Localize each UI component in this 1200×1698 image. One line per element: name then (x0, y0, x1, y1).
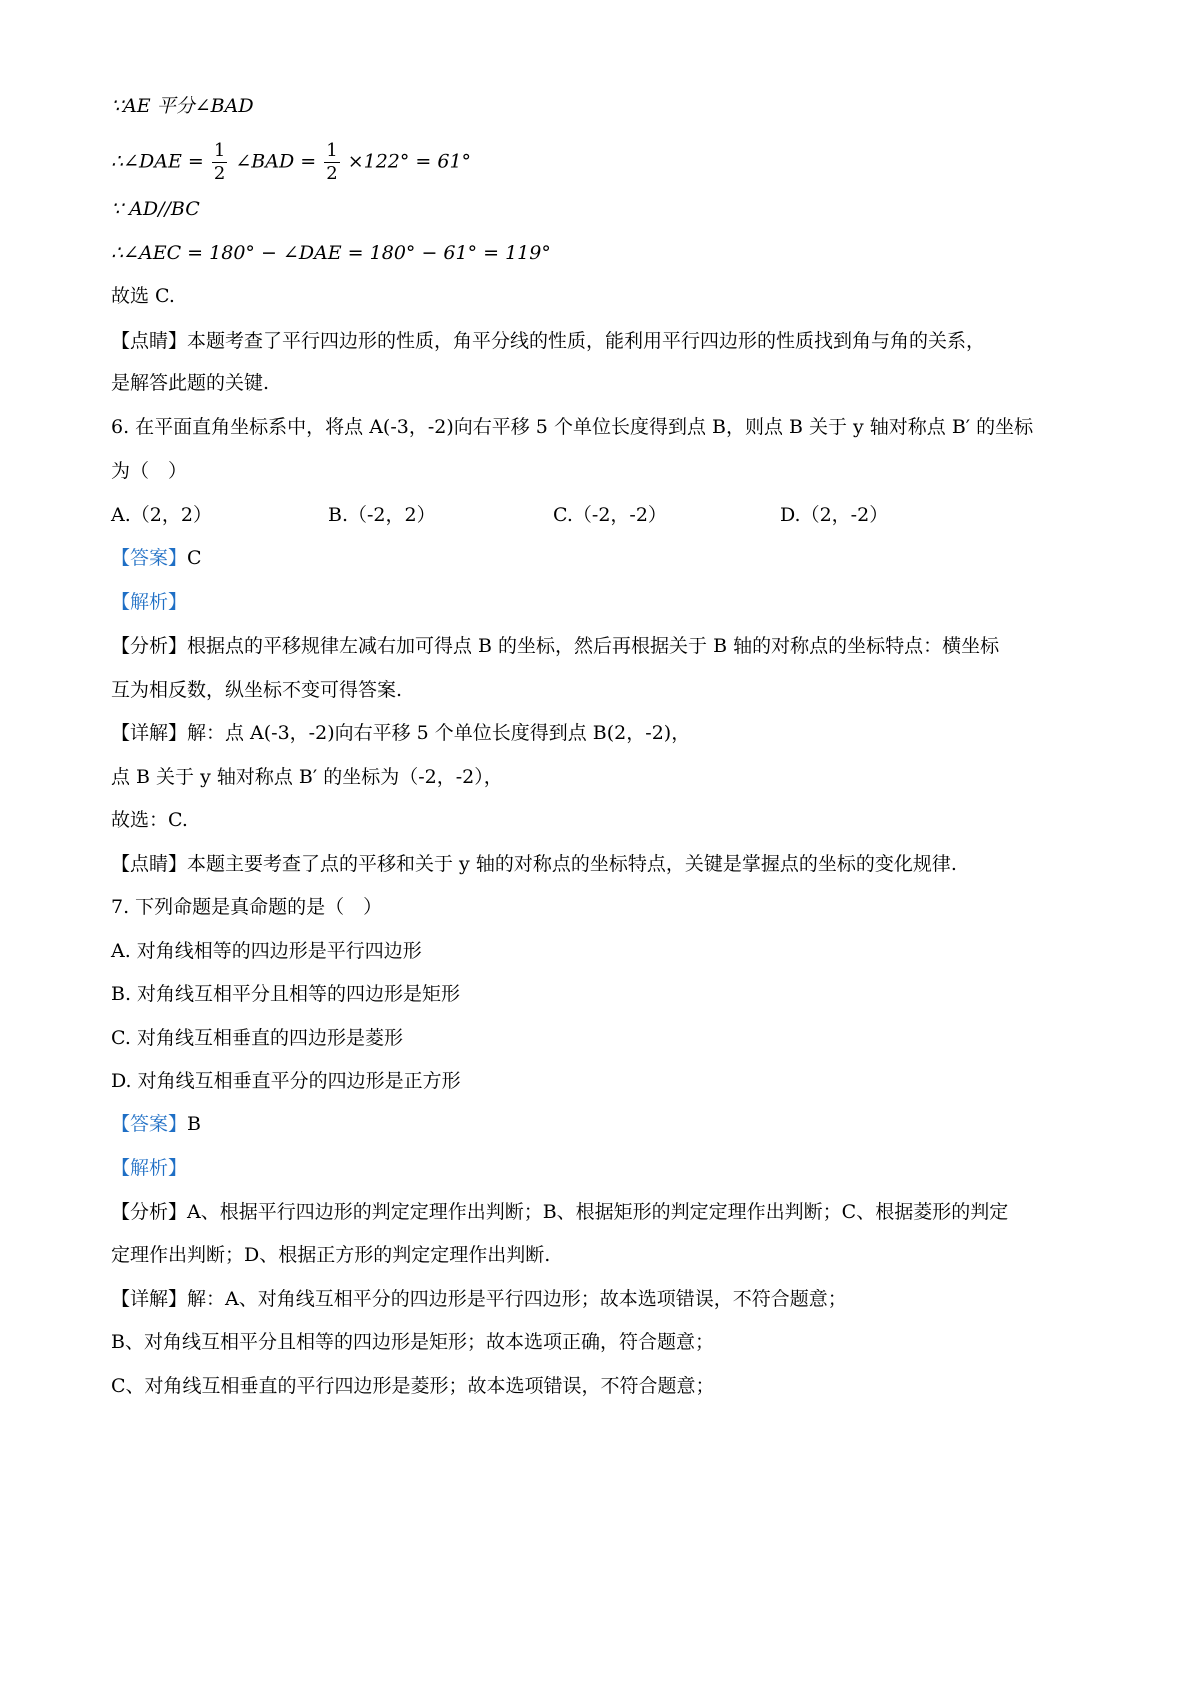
question-7-stem: 7. 下列命题是真命题的是（ ） (111, 896, 383, 918)
q7-option-d: D. 对角线互相垂直平分的四边形是正方形 (111, 1070, 461, 1092)
line-ae-bisects: ∵AE 平分∠BAD (111, 95, 254, 117)
q6-xiangjie-line1: 【详解】解：点 A(-3，-2)向右平移 5 个单位长度得到点 B(2，-2)， (111, 722, 691, 744)
line-ad-parallel-bc: ∵ AD//BC (111, 198, 200, 220)
q7-fenxi-line1: 【分析】A、根据平行四边形的判定定理作出判断；B、根据矩形的判定定理作出判断；C、根据菱形的判定 (111, 1201, 1009, 1223)
line-choose-c: 故选 C. (111, 285, 175, 307)
q6-fenxi-line1: 【分析】根据点的平移规律左减右加可得点 B 的坐标，然后再根据关于 B 轴的对称点的坐标特点：横坐标 (111, 635, 1000, 657)
question-6-stem-cont: 为（ ） (111, 460, 188, 482)
question-6-stem: 6. 在平面直角坐标系中，将点 A(-3，-2)向右平移 5 个单位长度得到点 B，则点 B 关于 y 轴对称点 B′ 的坐标 (111, 416, 1034, 438)
q6-option-b: B.（-2，2） (328, 504, 436, 526)
q6-fenxi-line2: 互为相反数，纵坐标不变可得答案. (111, 679, 403, 701)
q7-xiangjie-line2: B、对角线互相平分且相等的四边形是矩形；故本选项正确，符合题意； (111, 1331, 714, 1353)
answer-value: B (187, 1113, 201, 1135)
q7-fenxi-line2: 定理作出判断；D、根据正方形的判定定理作出判断. (111, 1244, 551, 1266)
q7-jiexi-tag: 【解析】 (111, 1157, 188, 1179)
answer-tag: 【答案】 (111, 1113, 188, 1135)
q6-jiexi-tag: 【解析】 (111, 591, 188, 613)
q6-answer (111, 546, 202, 570)
dianjing-q5-line1: 【点睛】本题考查了平行四边形的性质，角平分线的性质，能利用平行四边形的性质找到角与角的关系， (111, 330, 986, 352)
q6-xiangjie-line2: 点 B 关于 y 轴对称点 B′ 的坐标为（-2，-2）， (111, 766, 503, 788)
q7-option-b: B. 对角线互相平分且相等的四边形是矩形 (111, 983, 461, 1005)
fraction-one-half: $\frac{1}{2}$ (326, 140, 338, 184)
line-aec-calculation: ∴∠AEC = 180° − ∠DAE = 180° − 61° = 119° (111, 242, 551, 264)
q7-xiangjie-line1: 【详解】解：A、对角线互相平分的四边形是平行四边形；故本选项错误，不符合题意； (111, 1288, 847, 1310)
q7-answer (111, 1112, 201, 1136)
q6-xiangjie-line3: 故选：C. (111, 809, 188, 831)
q6-option-a: A.（2，2） (111, 504, 212, 526)
q6-dianjing: 【点睛】本题主要考查了点的平移和关于 y 轴的对称点的坐标特点，关键是掌握点的坐标的变化规律. (111, 853, 957, 875)
dianjing-q5-line2: 是解答此题的关键. (111, 372, 270, 394)
fraction-one-half: $\frac{1}{2}$ (213, 140, 226, 184)
q7-option-a: A. 对角线相等的四边形是平行四边形 (111, 940, 422, 962)
q7-option-c: C. 对角线互相垂直的四边形是菱形 (111, 1027, 403, 1049)
q7-xiangjie-line3: C、对角线互相垂直的平行四边形是菱形；故本选项错误，不符合题意； (111, 1375, 715, 1397)
q6-option-c: C.（-2，-2） (553, 504, 667, 526)
answer-value: C (187, 547, 202, 569)
answer-tag: 【答案】 (111, 547, 188, 569)
q6-option-d: D.（2，-2） (780, 504, 889, 526)
line-dae-calculation: ∴∠DAE = $\frac{1}{2}$ ∠BAD = $\frac{1}{2}$ ×122° = 61° (111, 140, 472, 184)
